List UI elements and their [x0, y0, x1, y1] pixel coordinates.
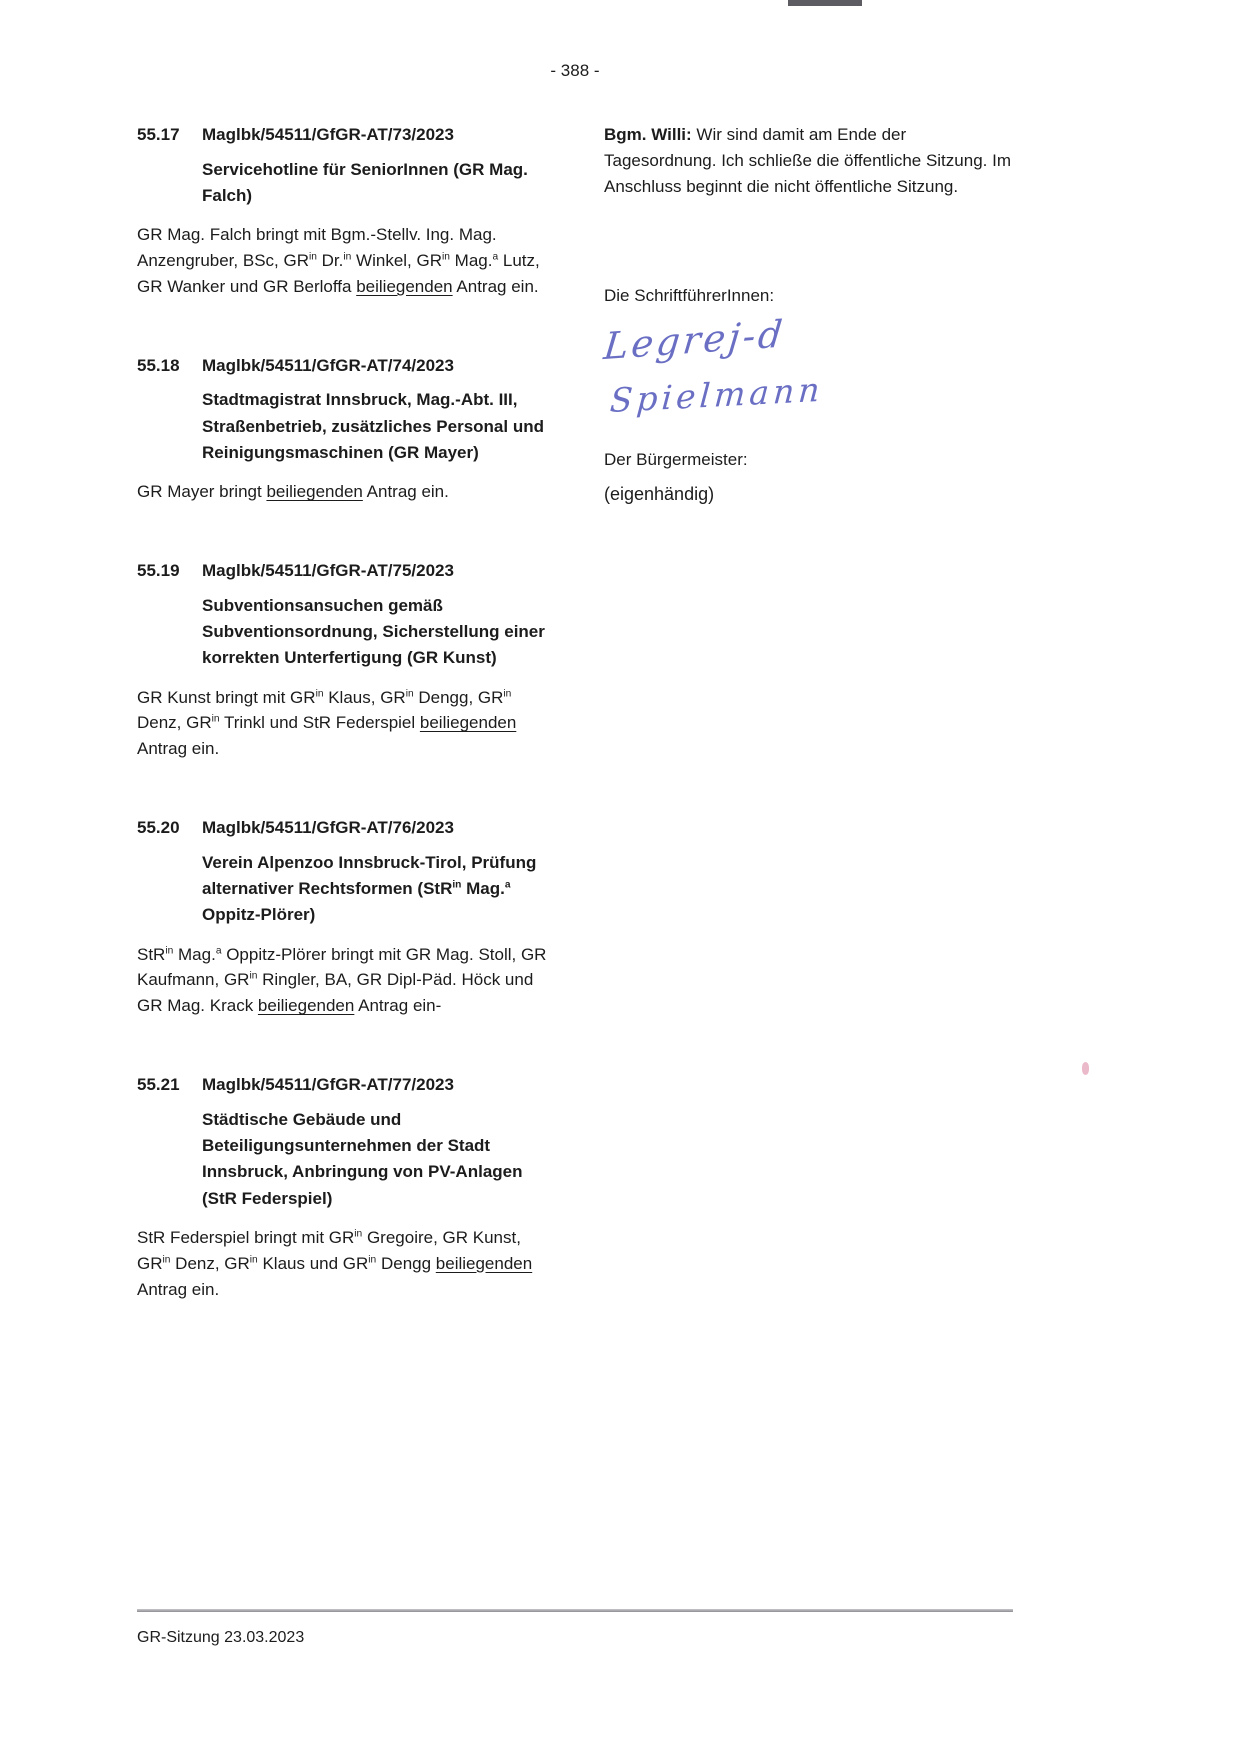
agenda-item-number: 55.20	[137, 818, 180, 838]
agenda-item-heading	[137, 1072, 549, 1098]
agenda-item-title: Servicehotline für SeniorInnen (GR Mag. Falch)	[202, 159, 528, 205]
agenda-item-heading	[137, 815, 549, 841]
agenda-item-body: GR Mayer bringt beiliegenden Antrag ein.	[137, 482, 449, 502]
agenda-item-number: 55.19	[137, 561, 180, 581]
scan-artifact-top	[788, 0, 862, 6]
agenda-item-heading	[137, 122, 549, 148]
buergermeister-label: Der Bürgermeister:	[604, 449, 748, 469]
footer-divider	[137, 1609, 1013, 1612]
closing-statement: Bgm. Willi: Wir sind damit am Ende der Tagesordnung. Ich schließe die öffentliche Sitzung. Im Anschluss beginnt die nicht öffentliche Sitzung.	[604, 125, 1011, 196]
agenda-item	[137, 1072, 549, 1302]
agenda-item	[137, 353, 549, 505]
handwritten-signature-1: Legrej-d	[601, 312, 788, 369]
agenda-item	[137, 558, 549, 762]
agenda-item-body: GR Mag. Falch bringt mit Bgm.-Stellv. Ing. Mag. Anzengruber, BSc, $GR^{in}$ Dr.$^{in}$ Winkel, $GR^{in}$ Mag.$^a$ Lutz, GR Wanker und GR Berloffa beiliegenden Antrag ein.	[137, 225, 540, 296]
agenda-item-body: GR Kunst bringt mit $GR^{in}$ Klaus, $GR^{in}$ Dengg, $GR^{in}$ Denz, $GR^{in}$ Trinkl und StR Federspiel beiliegenden Antrag ein.	[137, 687, 517, 759]
agenda-item-number: 55.21	[137, 1075, 180, 1095]
agenda-item-reference: Maglbk/54511/GfGR-AT/74/2023	[202, 355, 454, 375]
agenda-item	[137, 815, 549, 1019]
scan-artifact-pink	[1082, 1062, 1089, 1075]
agenda-item-reference: Maglbk/54511/GfGR-AT/75/2023	[202, 561, 454, 581]
closing-column	[601, 122, 1018, 508]
agenda-item-body: StR$^{in}$ Mag.$^a$ Oppitz-Plörer bringt mit GR Mag. Stoll, GR Kaufmann, $GR^{in}$ Ringler, BA, GR Dipl-Päd. Höck und GR Mag. Krack beiliegenden Antrag ein-	[137, 944, 547, 1016]
schriftfuehrer-label: Die SchriftführerInnen:	[604, 286, 775, 306]
signature-block	[601, 312, 1018, 421]
agenda-item-number: 55.18	[137, 355, 180, 375]
agenda-item-heading	[137, 353, 549, 379]
agenda-item-title: Verein Alpenzoo Innsbruck-Tirol, Prüfung alternativer Rechtsformen (StR$^{in}$ Mag.$^a$ Oppitz-Plörer)	[202, 852, 537, 925]
eigenhaendig-note: (eigenhändig)	[604, 484, 715, 505]
agenda-item-number: 55.17	[137, 125, 180, 144]
agenda-item-body: StR Federspiel bringt mit $GR^{in}$ Gregoire, GR Kunst, $GR^{in}$ Denz, $GR^{in}$ Klaus und $GR^{in}$ Dengg beiliegenden Antrag ein.	[137, 1227, 533, 1299]
agenda-item-title: Städtische Gebäude und Beteiligungsunternehmen der Stadt Innsbruck, Anbringung von PV-Anlagen (StR Federspiel)	[202, 1109, 523, 1208]
agenda-item-title: Stadtmagistrat Innsbruck, Mag.-Abt. III, Straßenbetrieb, zusätzliches Personal und Reinigungsmaschinen (GR Mayer)	[202, 390, 544, 462]
agenda-column	[137, 122, 549, 1355]
agenda-item-reference: Maglbk/54511/GfGR-AT/76/2023	[202, 818, 454, 838]
agenda-item	[137, 122, 549, 300]
page-number: - 388 -	[550, 61, 600, 80]
agenda-item-reference: Maglbk/54511/GfGR-AT/77/2023	[202, 1075, 454, 1095]
agenda-item-heading	[137, 558, 549, 584]
agenda-item-title: Subventionsansuchen gemäß Subventionsordnung, Sicherstellung einer korrekten Unterfertigung (GR Kunst)	[202, 595, 545, 668]
footer-text: GR-Sitzung 23.03.2023	[137, 1629, 305, 1646]
handwritten-signature-2: Spielmann	[608, 370, 825, 421]
agenda-item-reference: Maglbk/54511/GfGR-AT/73/2023	[202, 125, 454, 144]
